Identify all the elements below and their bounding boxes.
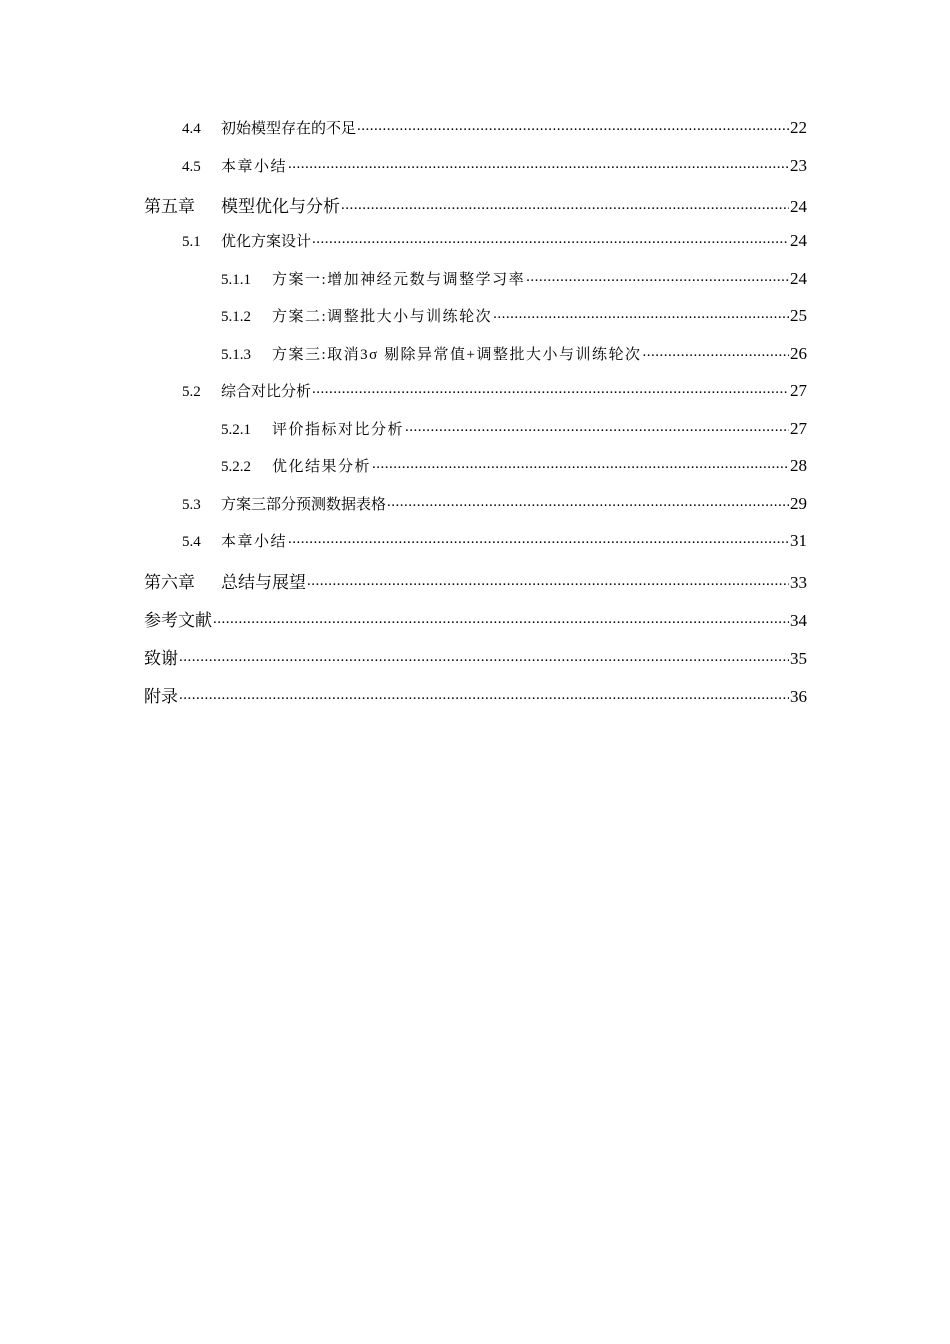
toc-entry-chapter-6[interactable] — [0, 568, 807, 593]
toc-entry-number: 5.1.1 — [221, 272, 251, 288]
toc-entry-5-1[interactable] — [0, 230, 807, 251]
dot-leader — [341, 195, 789, 212]
toc-entry-title: 方案一:增加神经元数与调整学习率 — [272, 272, 526, 288]
dot-leader — [642, 344, 789, 359]
toc-entry-number: 5.4 — [182, 534, 201, 550]
dot-leader — [179, 647, 789, 664]
toc-entry-title: 总结与展望 — [221, 573, 306, 593]
toc-entry-number: 第六章 — [144, 573, 195, 593]
toc-entry-number: 5.1 — [182, 234, 201, 250]
toc-entry-title: 附录 — [144, 687, 178, 707]
toc-entry-number: 5.2.2 — [221, 459, 251, 475]
toc-entry-title: 模型优化与分析 — [221, 197, 340, 217]
toc-entry-page: 33 — [790, 573, 807, 592]
toc-entry-title: 方案三部分预测数据表格 — [221, 497, 387, 513]
toc-entry-5-1-1[interactable] — [0, 268, 807, 289]
toc-entry-5-2-2[interactable] — [0, 455, 807, 476]
toc-entry-page: 24 — [790, 231, 807, 250]
dot-leader — [288, 156, 789, 171]
toc-entry-title: 优化方案设计 — [221, 234, 312, 250]
toc-entry-number: 5.3 — [182, 497, 201, 513]
toc-entry-page: 34 — [790, 611, 807, 630]
dot-leader — [288, 531, 789, 546]
toc-entry-page: 35 — [790, 649, 807, 668]
toc-entry-number: 5.2 — [182, 384, 201, 400]
toc-entry-page: 28 — [790, 456, 807, 475]
toc-entry-number: 4.4 — [182, 121, 201, 137]
toc-entry-number: 第五章 — [144, 197, 195, 217]
dot-leader — [312, 231, 789, 246]
toc-entry-title: 致谢 — [144, 649, 178, 669]
toc-entry-chapter-5[interactable] — [0, 192, 807, 217]
toc-entry-title: 本章小结 — [221, 159, 288, 175]
toc-entry-5-2-1[interactable] — [0, 418, 807, 439]
dot-leader — [405, 419, 789, 434]
dot-leader — [357, 118, 789, 133]
toc-entry-number: 5.1.3 — [221, 347, 251, 363]
toc-entry-page: 24 — [790, 197, 807, 216]
toc-entry-number: 5.2.1 — [221, 422, 251, 438]
toc-entry-5-1-2[interactable] — [0, 305, 807, 326]
toc-entry-page: 23 — [790, 156, 807, 175]
toc-entry-5-3[interactable] — [0, 493, 807, 514]
toc-entry-page: 29 — [790, 494, 807, 513]
toc-entry-page: 24 — [790, 269, 807, 288]
dot-leader — [526, 269, 789, 284]
toc-entry-number: 5.1.2 — [221, 309, 251, 325]
dot-leader — [493, 306, 789, 321]
toc-entry-5-2[interactable] — [0, 380, 807, 401]
dot-leader — [307, 571, 789, 588]
toc-entry-number: 4.5 — [182, 159, 201, 175]
toc-entry-4-5[interactable] — [0, 155, 807, 176]
toc-entry-references[interactable] — [0, 606, 807, 631]
toc-entry-page: 27 — [790, 419, 807, 438]
toc-entry-page: 25 — [790, 306, 807, 325]
toc-entry-5-4[interactable] — [0, 530, 807, 551]
toc-entry-page: 36 — [790, 687, 807, 706]
toc-entry-title: 方案三:取消3σ 剔除异常值+调整批大小与训练轮次 — [272, 347, 642, 363]
toc-entry-title: 本章小结 — [221, 534, 288, 550]
toc-entry-title: 初始模型存在的不足 — [221, 121, 357, 137]
toc-entry-appendix[interactable] — [0, 682, 807, 707]
toc-entry-page: 26 — [790, 344, 807, 363]
toc-entry-page: 22 — [790, 118, 807, 137]
toc-entry-5-1-3[interactable] — [0, 343, 807, 364]
toc-entry-title: 参考文献 — [144, 611, 212, 631]
toc-entry-page: 27 — [790, 381, 807, 400]
toc-entry-title: 评价指标对比分析 — [272, 422, 405, 438]
dot-leader — [387, 494, 789, 509]
toc-entry-acknowledgements[interactable] — [0, 644, 807, 669]
dot-leader — [213, 609, 789, 626]
dot-leader — [372, 456, 789, 471]
dot-leader — [312, 381, 789, 396]
toc-entry-title: 综合对比分析 — [221, 384, 312, 400]
dot-leader — [179, 685, 789, 702]
toc-entry-page: 31 — [790, 531, 807, 550]
toc-entry-4-4[interactable] — [0, 117, 807, 138]
toc-entry-title: 方案二:调整批大小与训练轮次 — [272, 309, 493, 325]
toc-entry-title: 优化结果分析 — [272, 459, 372, 475]
